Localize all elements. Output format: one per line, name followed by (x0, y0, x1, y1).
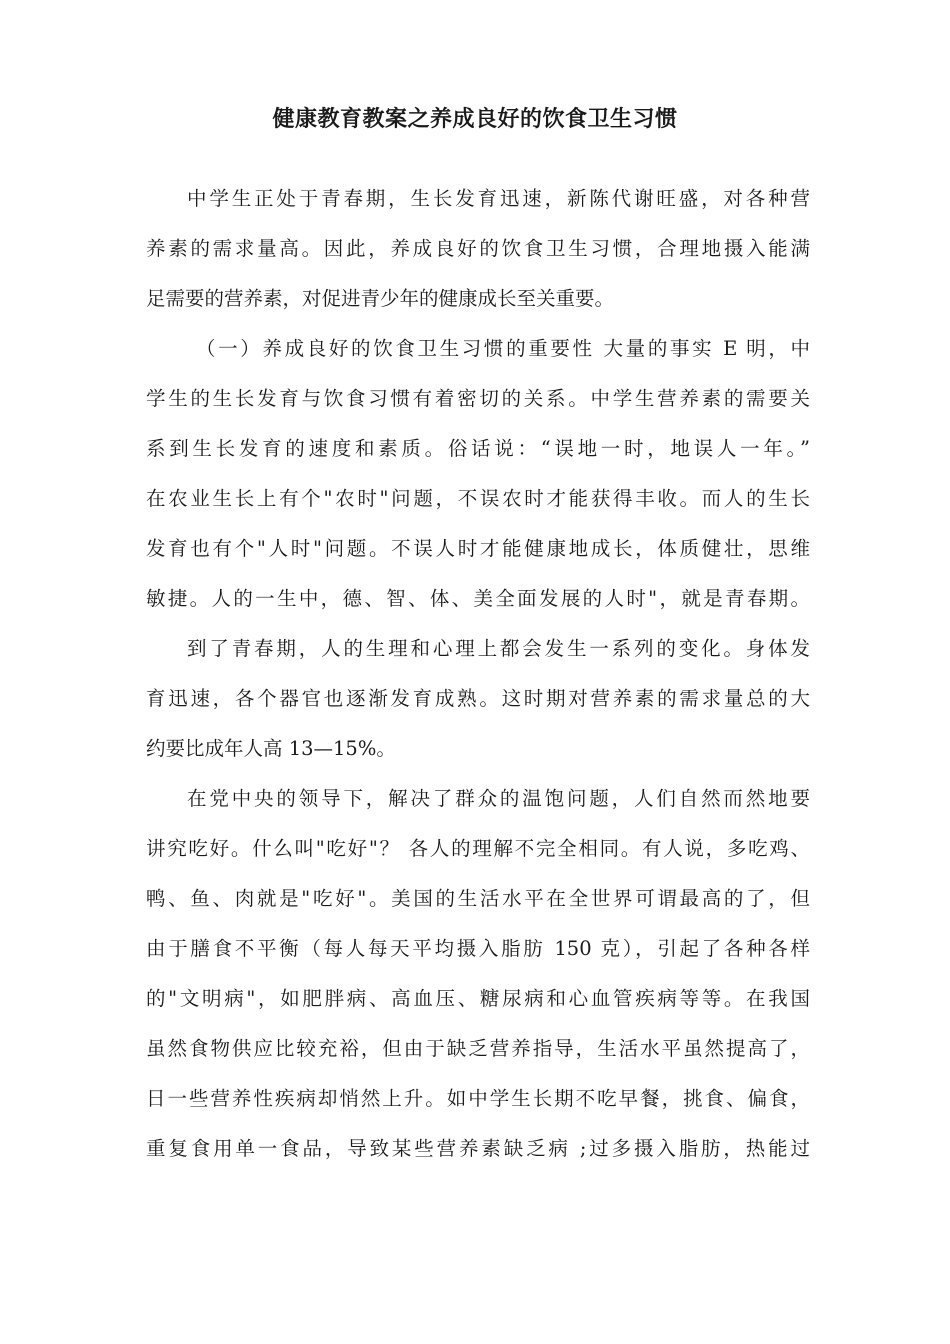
paragraph-line: 由于膳食不平衡（每人每天平均摄入脂肪 150 克），引起了各种各样 (146, 937, 810, 960)
paragraph-line: 学生的生长发育与饮食习惯有着密切的关系。中学生营养素的需要关 (146, 387, 810, 410)
paragraph-line: 鸭、鱼、肉就是"吃好"。美国的生活水平在全世界可谓最高的了，但 (146, 887, 810, 910)
paragraph-line: 养素的需求量高。因此，养成良好的饮食卫生习惯，合理地摄入能满 (146, 237, 810, 260)
paragraph-line: 重复食用单一食品，导致某些营养素缺乏病 ;过多摄入脂肪，热能过 (146, 1137, 810, 1160)
paragraph-line: 足需要的营养素，对促进青少年的健康成长至关重要。 (146, 287, 615, 310)
paragraph-line: （一）养成良好的饮食卫生习惯的重要性 大量的事实 E 明，中 (196, 337, 810, 360)
document-title: 健康教育教案之养成良好的饮食卫生习惯 (272, 107, 678, 132)
paragraph-line: 系到生长发育的速度和素质。俗话说：“误地一时，地误人一年。” (146, 437, 810, 460)
paragraph-line: 虽然食物供应比较充裕，但由于缺乏营养指导，生活水平虽然提高了， (146, 1037, 810, 1060)
paragraph-line: 发育也有个"人时"问题。不误人时才能健康地成长，体质健壮，思维 (146, 537, 810, 560)
paragraph-line: 讲究吃好。什么叫"吃好"？ 各人的理解不完全相同。有人说，多吃鸡、 (146, 837, 810, 860)
paragraph-line: 约要比成年人高 13—15%。 (146, 737, 396, 760)
paragraph-line: 日一些营养性疾病却悄然上升。如中学生长期不吃早餐，挑食、偏食， (146, 1087, 810, 1110)
paragraph-line: 中学生正处于青春期，生长发育迅速，新陈代谢旺盛，对各种营 (187, 187, 810, 210)
document-body (146, 174, 810, 1174)
paragraph-line: 在党中央的领导下，解决了群众的温饱问题，人们自然而然地要 (187, 787, 810, 810)
paragraph-line: 敏捷。人的一生中，德、智、体、美全面发展的人时"，就是青春期。 (146, 587, 810, 610)
paragraph-line: 育迅速，各个器官也逐渐发育成熟。这时期对营养素的需求量总的大 (146, 687, 810, 710)
paragraph-line: 在农业生长上有个"农时"问题，不误农时才能获得丰收。而人的生长 (146, 487, 810, 510)
paragraph-line: 到了青春期，人的生理和心理上都会发生一系列的变化。身体发 (187, 637, 810, 660)
paragraph-line: 的"文明病"，如肥胖病、高血压、糖尿病和心血管疾病等等。在我国 (146, 987, 810, 1010)
